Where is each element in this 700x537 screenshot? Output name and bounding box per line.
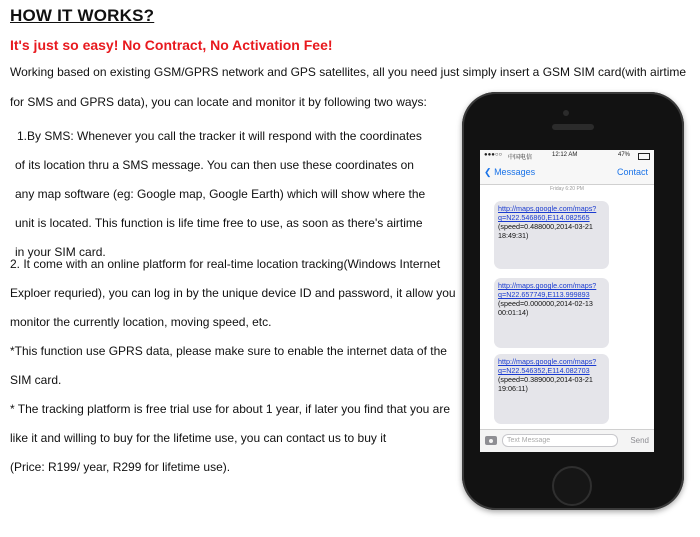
chevron-left-icon: ❮ xyxy=(484,167,492,177)
back-button[interactable] xyxy=(484,167,535,178)
text-line: monitor the currently location, moving speed, etc. xyxy=(10,315,272,329)
message-text: (speed=0.488000,2014-03-21 18:49:31) xyxy=(498,222,593,240)
text-line: SIM card. xyxy=(10,373,62,387)
battery-icon xyxy=(638,153,650,160)
message-input[interactable]: Text Message xyxy=(502,434,618,447)
text-line: *This function use GPRS data, please make sure to enable the internet data of the xyxy=(10,344,447,358)
clock: 12:12 AM xyxy=(552,152,578,158)
text-line: Exploer requried), you can log in by the unique device ID and password, it allow you xyxy=(10,286,456,300)
message-text: (speed=0.389000,2014-03-21 19:06:11) xyxy=(498,375,593,393)
page-heading: HOW IT WORKS? xyxy=(10,6,155,25)
text-line: of its location thru a SMS message. You can then use these coordinates on xyxy=(15,158,414,172)
home-button xyxy=(552,466,592,506)
text-line: Working based on existing GSM/GPRS network and GPS satellites, all you need just simply insert a GSM SIM card(with airtime xyxy=(10,65,687,79)
messages-nav-bar xyxy=(480,162,654,185)
message-text: (speed=0.000000,2014-02-13 00:01:14) xyxy=(498,299,593,317)
text-line: (Price: R199/ year, R299 for lifetime use). xyxy=(10,460,231,474)
message-bubble xyxy=(494,278,609,348)
message-date: Friday 6:20 PM xyxy=(550,186,584,192)
text-line: any map software (eg: Google map, Google Earth) which will show where the xyxy=(15,187,426,201)
text-line: 2. It come with an online platform for real-time location tracking(Windows Internet xyxy=(10,257,441,271)
message-bubble xyxy=(494,354,609,424)
signal-icon: ●●●○○ xyxy=(484,152,503,158)
status-bar xyxy=(480,150,654,162)
message-bubble xyxy=(494,201,609,269)
back-label: Messages xyxy=(494,167,536,177)
phone-screen xyxy=(480,150,654,452)
map-link[interactable]: http://maps.google.com/maps?q=N22.546352,E114.082703 xyxy=(498,357,597,375)
carrier-label: 中国电信 xyxy=(508,155,533,161)
camera-icon[interactable] xyxy=(485,436,497,445)
text-line: * The tracking platform is free trial use for about 1 year, if later you find that you are xyxy=(10,402,451,416)
front-camera xyxy=(563,110,569,116)
map-link[interactable]: http://maps.google.com/maps?q=N22.546860,E114.082565 xyxy=(498,204,597,222)
map-link[interactable]: http://maps.google.com/maps?q=N22.657749,E113.999893 xyxy=(498,281,597,299)
phone-speaker xyxy=(552,124,594,130)
send-button[interactable]: Send xyxy=(630,436,649,445)
tagline: It's just so easy! No Contract, No Activation Fee! xyxy=(10,37,333,53)
text-line: in your SIM card. xyxy=(15,245,106,259)
text-line: 1.By SMS: Whenever you call the tracker it will respond with the coordinates xyxy=(17,129,422,143)
contact-button[interactable]: Contact xyxy=(616,167,648,177)
battery-label: 47% xyxy=(618,152,631,158)
text-line: unit is located. This function is life time free to use, as soon as there's airtime xyxy=(15,216,423,230)
text-line: for SMS and GPRS data), you can locate and monitor it by following two ways: xyxy=(10,95,427,109)
message-input-bar xyxy=(480,429,654,452)
text-line: like it and willing to buy for the lifetime use, you can contact us to buy it xyxy=(10,431,387,445)
